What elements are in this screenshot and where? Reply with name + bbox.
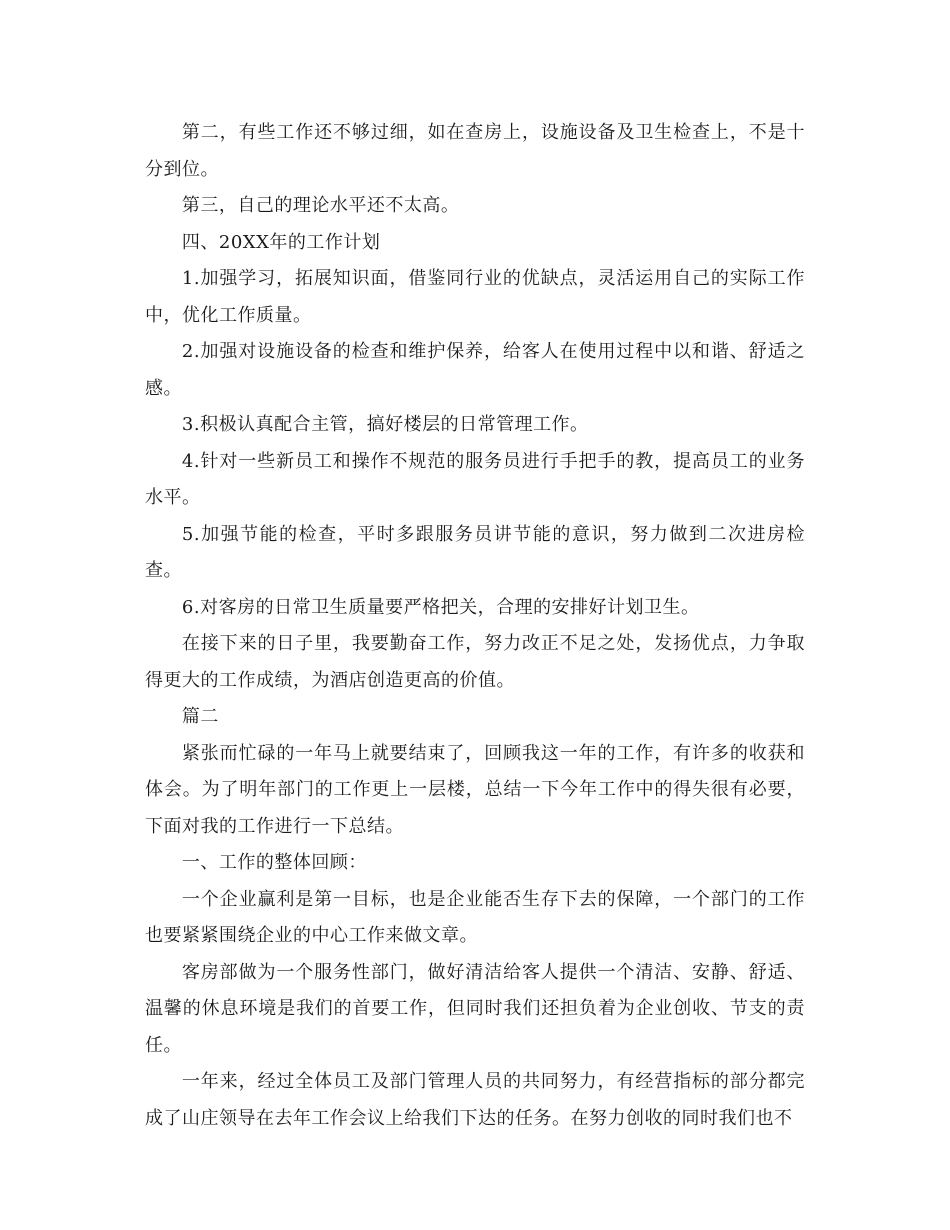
section-heading: 一、工作的整体回顾： [181,852,367,873]
paragraph: 客房部做为一个服务性部门，做好清洁给客人提供一个清洁、安静、舒适、温馨的休息环境是我们的首要工作，但同时我们还担负着为企业创收、节支的责任。 [145,961,805,1056]
list-item: 1.加强学习，拓展知识面，借鉴同行业的优缺点，灵活运用自己的实际工作中，优化工作质量。 [145,268,805,326]
list-item: 3.积极认真配合主管，搞好楼层的日常管理工作。 [181,414,589,435]
document-body [145,115,805,1137]
paragraph: 一年来，经过全体员工及部门管理人员的共同努力，有经营指标的部分都完成了山庄领导在去年工作会议上给我们下达的任务。在努力创收的同时我们也不 [145,1071,805,1129]
paragraph: 在接下来的日子里，我要勤奋工作，努力改正不足之处，发扬优点，力争取得更大的工作成绩，为酒店创造更高的价值。 [145,633,805,691]
list-item: 6.对客房的日常卫生质量要严格把关，合理的安排好计划卫生。 [181,596,700,618]
section-heading: 四、20XX年的工作计划 [181,231,381,253]
paragraph: 紧张而忙碌的一年马上就要结束了，回顾我这一年的工作，有许多的收获和体会。为了明年部门的工作更上一层楼，总结一下今年工作中的得失很有必要，下面对我的工作进行一下总结。 [145,742,805,837]
paragraph: 一个企业赢利是第一目标，也是企业能否生存下去的保障，一个部门的工作也要紧紧围绕企业的中心工作来做文章。 [145,888,805,946]
paragraph: 第二，有些工作还不够过细，如在查房上，设施设备及卫生检查上，不是十分到位。 [145,122,805,180]
list-item: 4.针对一些新员工和操作不规范的服务员进行手把手的教，提高员工的业务水平。 [145,450,805,508]
paragraph: 第三，自己的理论水平还不太高。 [181,195,460,216]
list-item: 5.加强节能的检查，平时多跟服务员讲节能的意识，努力做到二次进房检查。 [145,523,805,581]
list-item: 2.加强对设施设备的检查和维护保养，给客人在使用过程中以和谐、舒适之感。 [145,341,805,399]
section-title: 篇二 [181,706,219,727]
